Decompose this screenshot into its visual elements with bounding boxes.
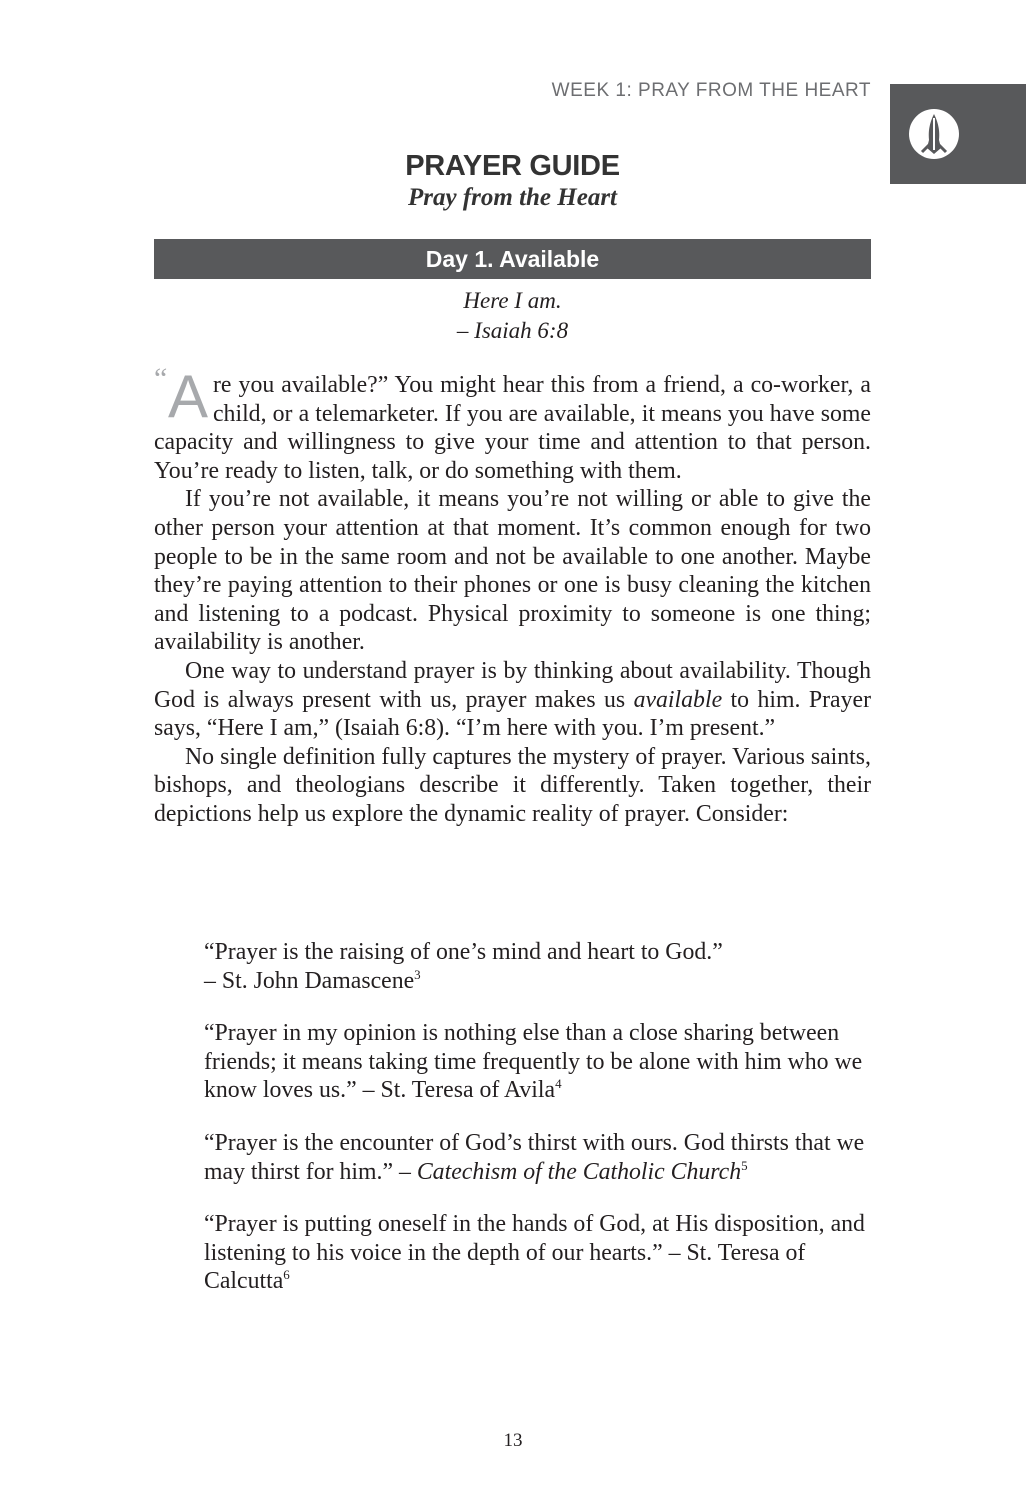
quote-attribution: – St. John Damascene <box>204 967 415 994</box>
footnote-ref: 6 <box>283 1267 290 1283</box>
epigraph <box>154 286 871 346</box>
prayer-quotes <box>204 938 871 1320</box>
paragraph-3-part-2: to him. Prayer says, “Here I am,” (Isaiah 6:8). “I’m here with you. I’m present.” <box>154 686 871 742</box>
epigraph-quote: Here I am. <box>463 288 562 313</box>
paragraph-3-part-1: One way to understand prayer is by thinking about availability. Though God is always present with us, prayer makes us <box>154 657 871 713</box>
page-number: 13 <box>503 1430 523 1451</box>
epigraph-citation: – Isaiah 6:8 <box>456 318 569 343</box>
quote-source: Catechism of the Catholic Church <box>416 1158 742 1185</box>
paragraph-1-text: re you available?” You might hear this from a friend, a co-worker, a child, or a telemarketer. If you are available, it means you have some capacity and willingness to give your time and attention to that person. You’re ready to listen, talk, or do something with them. <box>154 372 871 484</box>
body-text <box>154 362 871 829</box>
quote-teresa-calcutta <box>204 1210 871 1296</box>
quote-teresa-avila <box>204 1019 871 1105</box>
quote-text: “Prayer is the raising of one’s mind and heart to God.” <box>204 939 723 965</box>
quote-text: “Prayer is the encounter of God’s thirst with ours. God thirsts that we may thirst for him.” – <box>204 1129 865 1185</box>
quote-text: “Prayer is putting oneself in the hands of God, at His disposition, and listening to his voice in the depth of our hearts.” – St. Teresa of Calcutta <box>204 1211 865 1295</box>
quote-text: “Prayer in my opinion is nothing else than a close sharing between friends; it means taking time frequently to be alone with him who we know loves us.” – St. Teresa of Avila <box>204 1020 863 1104</box>
paragraph-1 <box>154 362 871 485</box>
footnote-ref: 4 <box>555 1076 562 1092</box>
drop-cap-block <box>154 362 210 430</box>
running-head: WEEK 1: PRAY FROM THE HEART <box>551 80 871 101</box>
paragraph-2: If you’re not available, it means you’re not willing or able to give the other person your attention at that moment. It’s common enough for two people to be in the same room and not be available to one another. Maybe they’re paying attention to their phones or one is busy cleaning the kitchen and listening to a podcast. Physical proximity to someone is one thing; availability is another. <box>154 486 871 656</box>
praying-hands-icon <box>908 108 960 160</box>
paragraph-3 <box>154 657 871 743</box>
page-subtitle: Pray from the Heart <box>407 184 617 211</box>
day-heading: Day 1. Available <box>154 239 871 279</box>
paragraph-4: No single definition fully captures the mystery of prayer. Various saints, bishops, and theologians describe it differently. Taken together, their depictions help us explore the dynamic reality of prayer. Consider: <box>154 743 871 827</box>
chapter-tab <box>890 84 1026 184</box>
paragraph-3-emphasis: available <box>633 686 723 713</box>
quote-catechism <box>204 1129 871 1186</box>
quote-damascene <box>204 938 871 995</box>
drop-cap: A <box>168 363 209 430</box>
drop-cap-open-quote: “ <box>154 362 168 395</box>
page-title: PRAYER GUIDE <box>405 150 620 182</box>
footnote-ref: 5 <box>741 1157 748 1173</box>
footnote-ref: 3 <box>414 966 421 982</box>
